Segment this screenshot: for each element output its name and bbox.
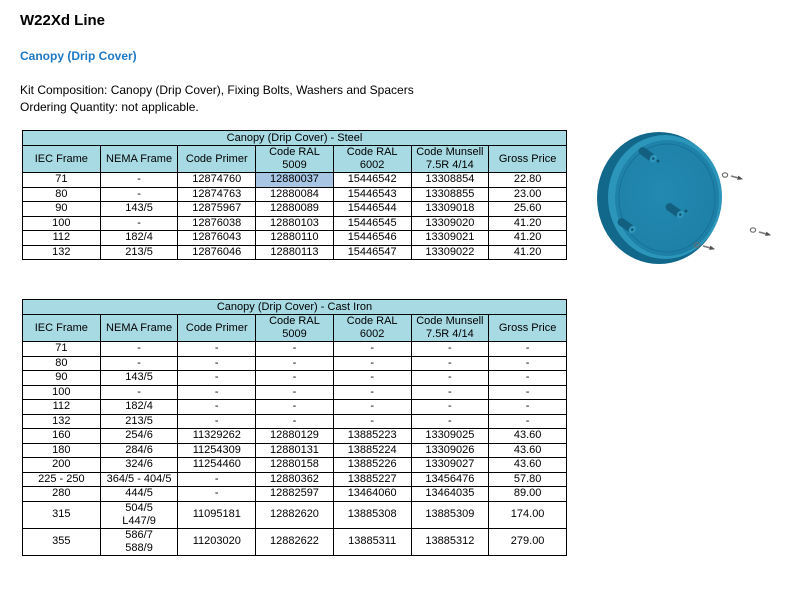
column-header: NEMA Frame bbox=[100, 146, 178, 173]
table-cell: 132 bbox=[23, 245, 101, 260]
table-header-row bbox=[23, 315, 567, 342]
table-cell: 15446547 bbox=[333, 245, 411, 260]
table-cell: 43.60 bbox=[489, 443, 567, 458]
table-cell: 13464060 bbox=[333, 487, 411, 502]
table-row bbox=[23, 400, 567, 415]
table-cell: 13309026 bbox=[411, 443, 489, 458]
table-cell: 13885224 bbox=[333, 443, 411, 458]
table-cell: 13309020 bbox=[411, 216, 489, 231]
table-row bbox=[23, 528, 567, 555]
table-cell: - bbox=[333, 414, 411, 429]
bolt-icon bbox=[758, 230, 771, 237]
table-cell: 13309022 bbox=[411, 245, 489, 260]
table-cell: 13456476 bbox=[411, 472, 489, 487]
table-cell: 41.20 bbox=[489, 245, 567, 260]
table-row bbox=[23, 216, 567, 231]
table-cell: - bbox=[489, 342, 567, 357]
table-cell: 13885309 bbox=[411, 501, 489, 528]
page-title: W22Xd Line bbox=[20, 12, 106, 29]
table-cell: - bbox=[178, 414, 256, 429]
column-header: Code RAL 6002 bbox=[333, 315, 411, 342]
table-cell: 13308854 bbox=[411, 173, 489, 188]
table-cell: 13309025 bbox=[411, 429, 489, 444]
table-cell: 13885311 bbox=[333, 528, 411, 555]
table-cell: - bbox=[333, 400, 411, 415]
table-cell: 324/6 bbox=[100, 458, 178, 473]
table-cell: 12880103 bbox=[256, 216, 334, 231]
table-cell: 15446546 bbox=[333, 231, 411, 246]
table-cell: - bbox=[178, 371, 256, 386]
table-cell: 225 - 250 bbox=[23, 472, 101, 487]
kit-composition-text: Kit Composition: Canopy (Drip Cover), Fixing Bolts, Washers and Spacers bbox=[20, 83, 414, 97]
table-cell: 280 bbox=[23, 487, 101, 502]
table-cell: - bbox=[256, 385, 334, 400]
column-header: IEC Frame bbox=[23, 146, 101, 173]
table-cell: 15446545 bbox=[333, 216, 411, 231]
section-heading: Canopy (Drip Cover) bbox=[20, 49, 137, 63]
table-row bbox=[23, 245, 567, 260]
table-cell: 143/5 bbox=[100, 202, 178, 217]
table-cell: - bbox=[411, 342, 489, 357]
column-header: Code RAL 5009 bbox=[256, 146, 334, 173]
table-cell: 200 bbox=[23, 458, 101, 473]
table-cell: 25.60 bbox=[489, 202, 567, 217]
intro-text bbox=[20, 82, 414, 116]
column-header: Code RAL 6002 bbox=[333, 146, 411, 173]
table-cell: - bbox=[256, 356, 334, 371]
table-cell: 355 bbox=[23, 528, 101, 555]
table-cell: 11203020 bbox=[178, 528, 256, 555]
table-row bbox=[23, 487, 567, 502]
table-cell: 12880089 bbox=[256, 202, 334, 217]
table-cell: 41.20 bbox=[489, 216, 567, 231]
table-row bbox=[23, 414, 567, 429]
table-row bbox=[23, 385, 567, 400]
table-cell: 11329262 bbox=[178, 429, 256, 444]
table-title: Canopy (Drip Cover) - Cast Iron bbox=[23, 300, 567, 315]
table-cell: 12880362 bbox=[256, 472, 334, 487]
table-cell: 100 bbox=[23, 216, 101, 231]
table-row bbox=[23, 342, 567, 357]
table-cell: - bbox=[411, 371, 489, 386]
column-header: NEMA Frame bbox=[100, 315, 178, 342]
stud-hole bbox=[685, 210, 688, 213]
ordering-quantity-text: Ordering Quantity: not applicable. bbox=[20, 100, 199, 114]
table-cell: - bbox=[178, 356, 256, 371]
table-cell: - bbox=[333, 356, 411, 371]
table-cell: 15446543 bbox=[333, 187, 411, 202]
table-cell: 11254460 bbox=[178, 458, 256, 473]
table-cell: 13885227 bbox=[333, 472, 411, 487]
selected-cell: 12880037 bbox=[256, 173, 334, 188]
table-cell: 12876046 bbox=[178, 245, 256, 260]
table-cell: 41.20 bbox=[489, 231, 567, 246]
table-cell: - bbox=[256, 414, 334, 429]
table-cell: 43.60 bbox=[489, 429, 567, 444]
table-cell: 15446542 bbox=[333, 173, 411, 188]
table-cell: - bbox=[256, 371, 334, 386]
table-cell: - bbox=[178, 487, 256, 502]
table-cell: 12876038 bbox=[178, 216, 256, 231]
table-cell: 174.00 bbox=[489, 501, 567, 528]
table-row bbox=[23, 472, 567, 487]
column-header: IEC Frame bbox=[23, 315, 101, 342]
table-cell: 57.80 bbox=[489, 472, 567, 487]
column-header: Code Munsell 7.5R 4/14 bbox=[411, 146, 489, 173]
table-cell: - bbox=[100, 173, 178, 188]
table-cell: - bbox=[489, 400, 567, 415]
table-cell: - bbox=[178, 472, 256, 487]
table-cell: - bbox=[100, 342, 178, 357]
table-row bbox=[23, 356, 567, 371]
table-cell: 504/5 L447/9 bbox=[100, 501, 178, 528]
table-cell: 160 bbox=[23, 429, 101, 444]
table-cell: 112 bbox=[23, 400, 101, 415]
table-cell: 80 bbox=[23, 356, 101, 371]
table-cell: 112 bbox=[23, 231, 101, 246]
table-cell: 213/5 bbox=[100, 245, 178, 260]
table-cell: 143/5 bbox=[100, 371, 178, 386]
bolt-icon bbox=[702, 244, 715, 251]
stud-hole bbox=[657, 160, 660, 163]
table-cell: 12882622 bbox=[256, 528, 334, 555]
table-cell: 12882597 bbox=[256, 487, 334, 502]
table-cell: 12874760 bbox=[178, 173, 256, 188]
table-cell: 284/6 bbox=[100, 443, 178, 458]
column-header: Code Primer bbox=[178, 146, 256, 173]
table-row bbox=[23, 443, 567, 458]
table-cell: 12880084 bbox=[256, 187, 334, 202]
table-cell: 90 bbox=[23, 202, 101, 217]
table-cell: - bbox=[411, 385, 489, 400]
table-cell: 12880131 bbox=[256, 443, 334, 458]
table-cell: 90 bbox=[23, 371, 101, 386]
table-cell: - bbox=[411, 400, 489, 415]
table-cell: 11254309 bbox=[178, 443, 256, 458]
table-cell: 71 bbox=[23, 173, 101, 188]
table-row bbox=[23, 202, 567, 217]
table-cell: 13309027 bbox=[411, 458, 489, 473]
table-cell: 182/4 bbox=[100, 231, 178, 246]
table-cell: - bbox=[333, 385, 411, 400]
table-cell: 12876043 bbox=[178, 231, 256, 246]
table-row bbox=[23, 458, 567, 473]
table-cell: 180 bbox=[23, 443, 101, 458]
table-cell: - bbox=[333, 371, 411, 386]
cast-iron-price-table bbox=[22, 299, 567, 556]
table-cell: 586/7 588/9 bbox=[100, 528, 178, 555]
table-cell: - bbox=[178, 385, 256, 400]
table-cell: - bbox=[489, 385, 567, 400]
table-cell: - bbox=[100, 216, 178, 231]
table-cell: 13885226 bbox=[333, 458, 411, 473]
table-cell: 43.60 bbox=[489, 458, 567, 473]
canopy-body bbox=[597, 132, 722, 264]
table-cell: 13885308 bbox=[333, 501, 411, 528]
table-cell: 213/5 bbox=[100, 414, 178, 429]
table-cell: 12880129 bbox=[256, 429, 334, 444]
table-row bbox=[23, 231, 567, 246]
table-cell: - bbox=[489, 414, 567, 429]
table-cell: - bbox=[411, 356, 489, 371]
table-cell: 444/5 bbox=[100, 487, 178, 502]
table-cell: - bbox=[333, 342, 411, 357]
table-cell: - bbox=[489, 356, 567, 371]
table-cell: 89.00 bbox=[489, 487, 567, 502]
washer-icon bbox=[722, 173, 727, 177]
table-cell: - bbox=[100, 385, 178, 400]
table-row bbox=[23, 371, 567, 386]
column-header: Gross Price bbox=[489, 146, 567, 173]
table-cell: 71 bbox=[23, 342, 101, 357]
table-cell: 12882620 bbox=[256, 501, 334, 528]
table-cell: 12874763 bbox=[178, 187, 256, 202]
table-cell: - bbox=[100, 356, 178, 371]
washer-icon bbox=[750, 228, 755, 232]
bolt-icon bbox=[730, 174, 743, 181]
table-cell: 13309021 bbox=[411, 231, 489, 246]
table-cell: 100 bbox=[23, 385, 101, 400]
column-header: Gross Price bbox=[489, 315, 567, 342]
table-cell: 182/4 bbox=[100, 400, 178, 415]
column-header: Code Munsell 7.5R 4/14 bbox=[411, 315, 489, 342]
table-cell: 132 bbox=[23, 414, 101, 429]
table-cell: 11095181 bbox=[178, 501, 256, 528]
table-cell: - bbox=[256, 400, 334, 415]
table-cell: 13309018 bbox=[411, 202, 489, 217]
table-cell: - bbox=[100, 187, 178, 202]
table-cell: - bbox=[256, 342, 334, 357]
table-row bbox=[23, 501, 567, 528]
column-header: Code RAL 5009 bbox=[256, 315, 334, 342]
table-row bbox=[23, 173, 567, 188]
steel-price-table bbox=[22, 130, 567, 260]
table-cell: 15446544 bbox=[333, 202, 411, 217]
table-cell: 12875967 bbox=[178, 202, 256, 217]
table-cell: 13885312 bbox=[411, 528, 489, 555]
table-cell: - bbox=[489, 371, 567, 386]
table-header-row bbox=[23, 146, 567, 173]
table-cell: 13308855 bbox=[411, 187, 489, 202]
table-row bbox=[23, 429, 567, 444]
table-cell: 80 bbox=[23, 187, 101, 202]
table-cell: 22.80 bbox=[489, 173, 567, 188]
table-cell: 23.00 bbox=[489, 187, 567, 202]
table-cell: 12880158 bbox=[256, 458, 334, 473]
table-title: Canopy (Drip Cover) - Steel bbox=[23, 131, 567, 146]
table-cell: 279.00 bbox=[489, 528, 567, 555]
table-cell: 254/6 bbox=[100, 429, 178, 444]
table-cell: 364/5 - 404/5 bbox=[100, 472, 178, 487]
table-row bbox=[23, 187, 567, 202]
table-cell: - bbox=[178, 400, 256, 415]
table-cell: 13464035 bbox=[411, 487, 489, 502]
table-cell: 13885223 bbox=[333, 429, 411, 444]
table-cell: - bbox=[411, 414, 489, 429]
table-cell: 12880110 bbox=[256, 231, 334, 246]
canopy-drip-cover-illustration bbox=[595, 130, 780, 270]
column-header: Code Primer bbox=[178, 315, 256, 342]
table-cell: 315 bbox=[23, 501, 101, 528]
table-cell: - bbox=[178, 342, 256, 357]
table-cell: 12880113 bbox=[256, 245, 334, 260]
